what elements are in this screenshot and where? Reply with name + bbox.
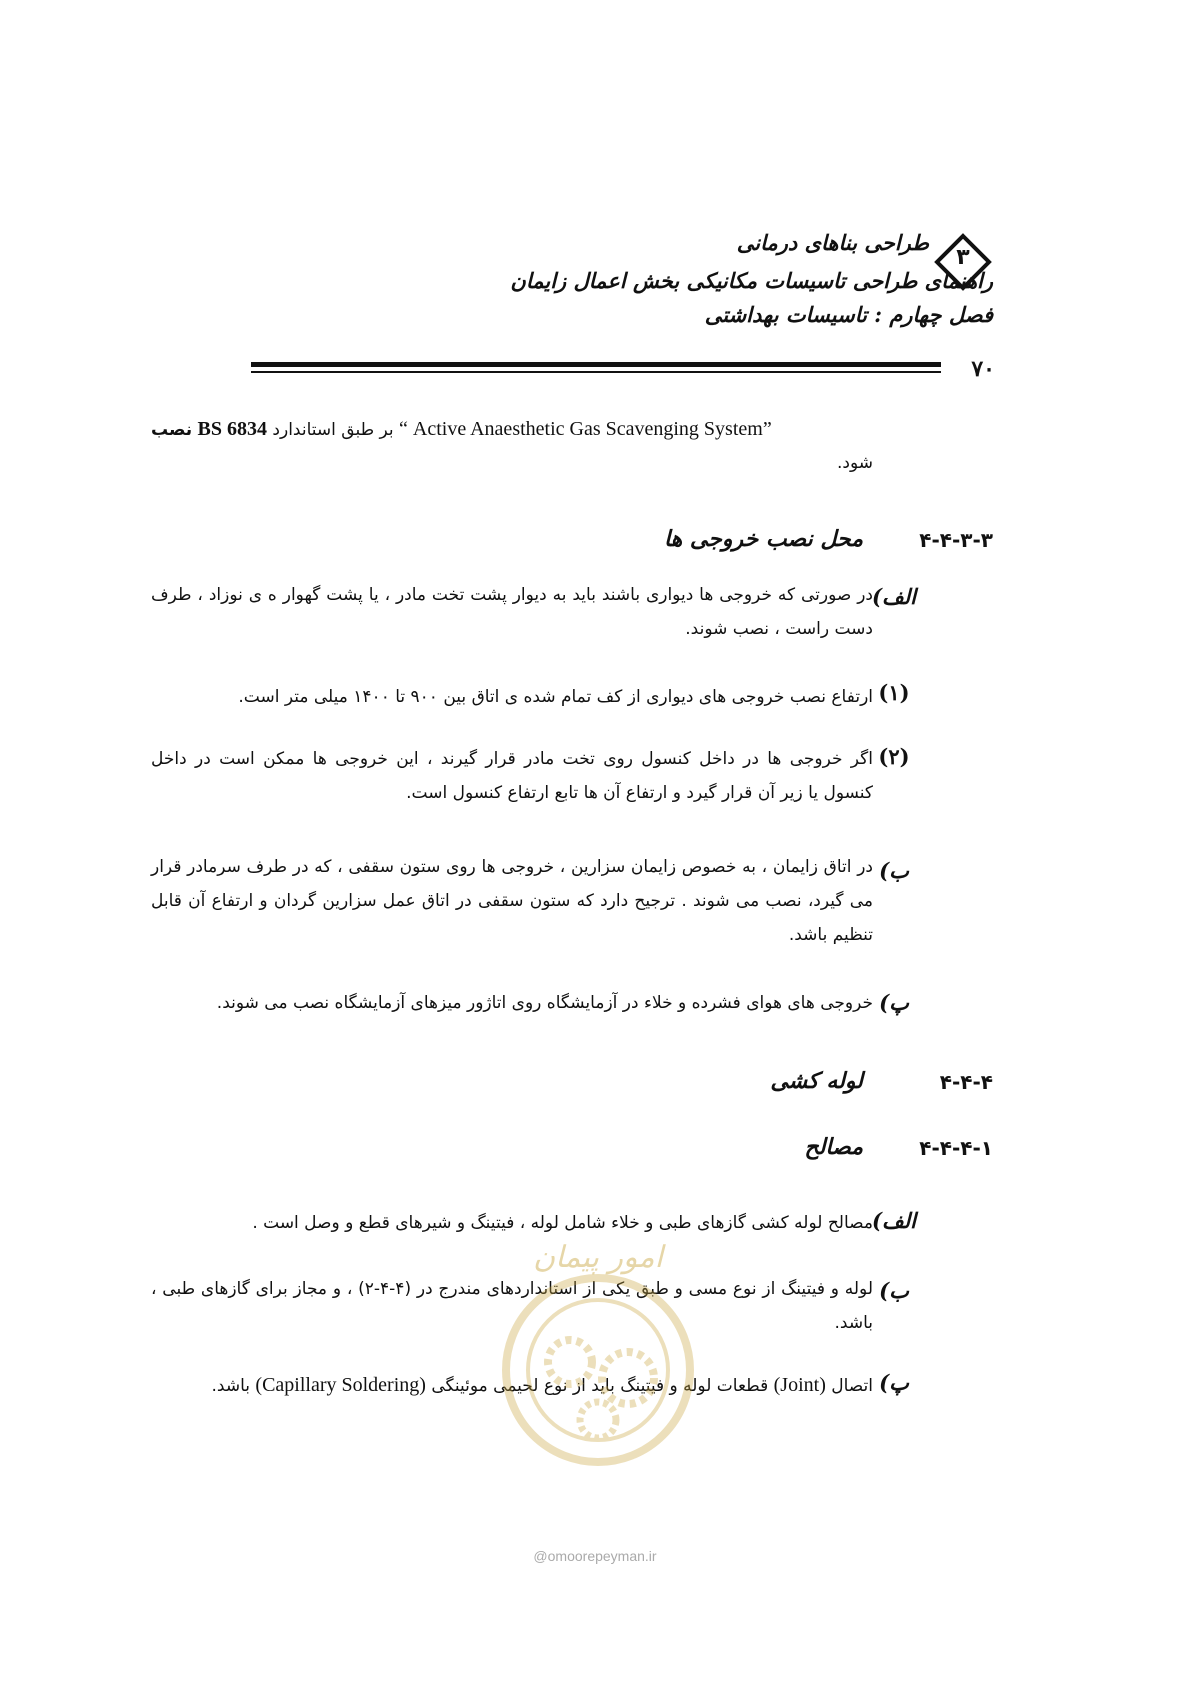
joint-term: (Joint) <box>773 1374 826 1396</box>
intro-latin-phrase: “ Active Anaesthetic Gas Scavenging System” <box>399 418 772 440</box>
capillary-term: (Capillary Soldering) <box>255 1374 426 1396</box>
header-rule-thin <box>251 371 941 373</box>
item-text-pe-2-a: اتصال <box>831 1376 873 1396</box>
header-subtitle: راهنمای طراحی تاسیسات مکانیکی بخش اعمال زایمان <box>510 268 993 293</box>
item-text-pe: خروجی های هوای فشرده و خلاء در آزمایشگاه روی اتاژور میزهای آزمایشگاه نصب می شوند. <box>216 993 873 1013</box>
item-text-pe-2-c: باشد. <box>211 1376 250 1396</box>
intro-text-a: بر طبق استاندارد <box>272 420 394 440</box>
header-chapter: فصل چهارم : تاسیسات بهداشتی <box>704 302 993 327</box>
watermark-logo-icon <box>488 1250 708 1490</box>
section-number-piping: ۴-۴-۴ <box>939 1070 993 1094</box>
item-text-be-2: لوله و فیتینگ از نوع مسی و طبق یکی از استانداردهای مندرج در (۴-۴-۲) ، و مجاز برای گازهای طبی ، باشد. <box>151 1279 874 1333</box>
page-number: ۷۰ <box>971 356 995 382</box>
item-text-alef-2: مصالح لوله کشی گازهای طبی و خلاء شامل لوله ، فیتینگ و شیرهای قطع و وصل است . <box>252 1213 873 1233</box>
item-marker-be: ب) <box>879 858 909 883</box>
section-title-piping: لوله کشی <box>770 1068 863 1094</box>
item-marker-alef: الف) <box>872 584 916 609</box>
header-number-badge: ۳ <box>956 245 970 270</box>
intro-line-1: نصب BS 6834 بر طبق استاندارد “ Active Anaesthetic Gas Scavenging System” <box>151 418 772 440</box>
header-title: طراحی بناهای درمانی <box>736 230 929 255</box>
item-marker-pe: پ) <box>879 990 909 1015</box>
section-title-placement: محل نصب خروجی ها <box>663 526 863 552</box>
standard-code: BS 6834 <box>197 418 268 440</box>
watermark-logo-text: امور پیمان <box>533 1240 663 1275</box>
item-marker-alef-2: الف) <box>872 1208 916 1233</box>
watermark-site: @omoorepeyman.ir <box>533 1548 657 1564</box>
item-text-be: در اتاق زایمان ، به خصوص زایمان سزارین ، خروجی ها روی ستون سقفی ، که در طرف سرمادر قرار می گیرد، نصب می شوند . ترجیح دارد که ستون سقفی در اتاق عمل سزارین گردان و ارتفاع آن قابل تنظیم باشد. <box>151 857 873 945</box>
intro-line-2: شود. <box>836 453 873 473</box>
header-rule-thick <box>251 362 941 367</box>
item-text-alef: در صورتی که خروجی ها دیواری باشند باید به دیوار پشت تخت مادر ، یا پشت گهوار ه ی نوزاد ، طرف دست راست ، نصب شوند. <box>151 585 873 639</box>
item-marker-1: (۱) <box>878 680 910 705</box>
item-text-2: اگر خروجی ها در داخل کنسول روی تخت مادر قرار گیرند ، این خروجی ها ممکن است در داخل کنسول یا زیر آن قرار گیرد و ارتفاع آن ها تابع ارتفاع کنسول است. <box>151 749 873 803</box>
item-marker-pe-2: پ) <box>879 1370 909 1395</box>
item-marker-2: (۲) <box>878 744 910 769</box>
section-number-materials: ۴-۴-۴-۱ <box>919 1136 993 1160</box>
section-number-placement: ۴-۴-۳-۳ <box>919 528 993 552</box>
section-title-materials: مصالح <box>804 1134 863 1160</box>
item-text-pe-2-b: قطعات لوله و فیتینگ باید از نوع لحیمی موئینگی <box>431 1376 769 1396</box>
item-text-1: ارتفاع نصب خروجی های دیواری از کف تمام شده ی اتاق بین ۹۰۰ تا ۱۴۰۰ میلی متر است. <box>238 687 873 707</box>
item-marker-be-2: ب) <box>879 1278 909 1303</box>
